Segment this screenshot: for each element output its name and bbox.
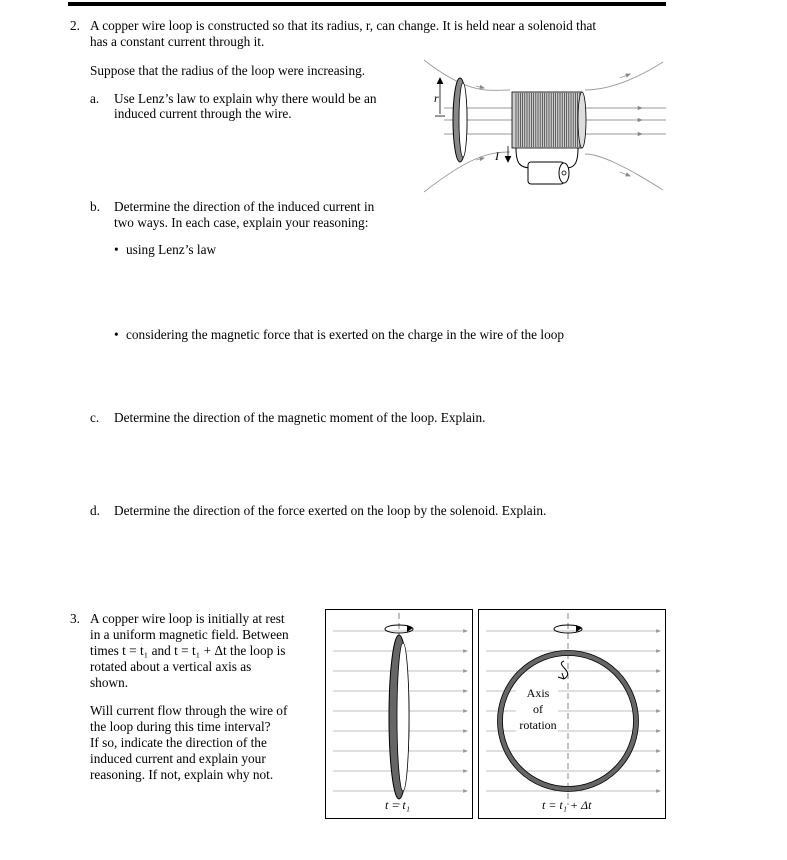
current-arrow [505,146,511,162]
top-rule [68,2,666,6]
question-3-number: 3. [70,611,80,626]
copper-loop [453,78,467,162]
part-b-line1: Determine the direction of the induced current in [114,199,375,214]
loop-edge-on [389,635,409,799]
axis-label-line3: rotation [519,718,557,732]
part-c-label: c. [90,410,100,425]
q3-para1-line: in a uniform magnetic field. Between [90,627,289,642]
q3-para1-line: A copper wire loop is initially at rest [90,611,285,626]
question-2-number: 2. [70,18,80,33]
q3-para1-line: times t = t₁ and t = t₁ + Δt the loop is [90,643,286,658]
part-b-bullet-2: considering the magnetic force that is exerted on the charge in the wire of the loop [126,327,565,342]
question-2-intro-line2: has a constant current through it. [90,34,265,49]
q3-para2-line: If so, indicate the direction of the [90,735,267,750]
battery [528,162,569,184]
part-d-text: Determine the direction of the force exerted on the loop by the solenoid. Explain. [114,503,547,518]
loop-solenoid-figure [420,56,670,196]
question-2-intro-line1: A copper wire loop is constructed so that its radius, r, can change. It is held near a solenoid that [90,18,597,33]
part-a-label: a. [90,91,100,106]
part-d-label: d. [90,503,100,518]
bullet-dot: • [114,242,119,257]
q3-para1-line: rotated about a vertical axis as [90,659,252,674]
axis-label-line2: of [533,702,543,716]
part-b-bullet-1: using Lenz’s law [126,242,217,257]
q3-para1-line: shown. [90,675,129,690]
rotation-panel-initial [325,609,473,819]
q3-para2-line: the loop during this time interval? [90,719,271,734]
bullet-dot: • [114,327,119,342]
q3-para2-line: induced current and explain your [90,751,266,766]
part-a-line2: induced current through the wire. [114,106,292,121]
rotation-panel-final [478,609,666,819]
radius-label: r [434,91,439,105]
part-b-label: b. [90,199,100,214]
part-a-line1: Use Lenz’s law to explain why there would be an [114,91,377,106]
q3-para2-line: reasoning. If not, explain why not. [90,767,274,782]
right-caption: t = t₁ + Δt [542,798,592,812]
question-2-suppose: Suppose that the radius of the loop were increasing. [90,63,366,78]
q3-para2-line: Will current flow through the wire of [90,703,288,718]
left-caption: t = t₁ [385,798,410,812]
part-c-text: Determine the direction of the magnetic moment of the loop. Explain. [114,410,486,425]
solenoid [512,92,586,148]
current-label: I [495,149,499,163]
part-b-line2: two ways. In each case, explain your reasoning: [114,215,369,230]
axis-label-line1: Axis [526,686,550,700]
